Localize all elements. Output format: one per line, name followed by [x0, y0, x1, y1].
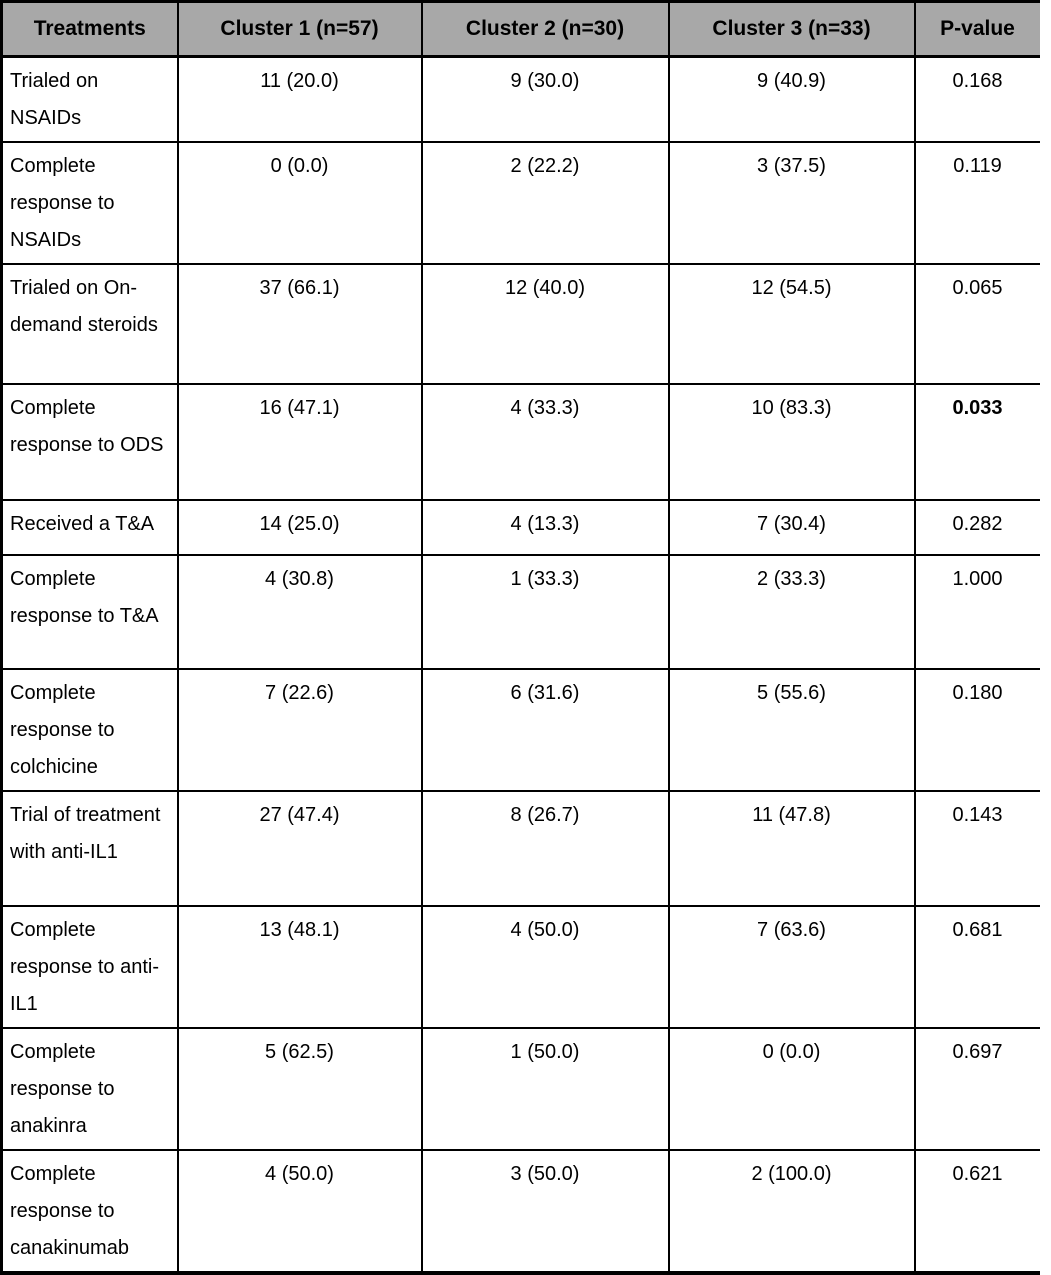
- table-row: [2, 57, 1040, 143]
- cluster2-value: 8 (26.7): [422, 791, 669, 906]
- col-header-cluster1: Cluster 1 (n=57): [178, 2, 422, 57]
- cluster1-value: 0 (0.0): [178, 142, 422, 264]
- treatment-label: Received a T&A: [2, 500, 178, 555]
- treatment-label: Complete response to anakinra: [2, 1028, 178, 1150]
- p-value: 0.033: [915, 384, 1040, 500]
- cluster1-value: 5 (62.5): [178, 1028, 422, 1150]
- table-row: [2, 669, 1040, 791]
- table-row: [2, 500, 1040, 555]
- cluster2-value: 3 (50.0): [422, 1150, 669, 1273]
- table-row: [2, 264, 1040, 384]
- col-header-cluster3: Cluster 3 (n=33): [669, 2, 915, 57]
- cluster3-value: 5 (55.6): [669, 669, 915, 791]
- cluster2-value: 6 (31.6): [422, 669, 669, 791]
- treatment-label: Trialed on On-demand steroids: [2, 264, 178, 384]
- cluster1-value: 11 (20.0): [178, 57, 422, 143]
- treatment-label: Complete response to ODS: [2, 384, 178, 500]
- table-row: [2, 555, 1040, 669]
- cluster1-value: 13 (48.1): [178, 906, 422, 1028]
- cluster1-value: 37 (66.1): [178, 264, 422, 384]
- cluster2-value: 9 (30.0): [422, 57, 669, 143]
- cluster3-value: 10 (83.3): [669, 384, 915, 500]
- p-value: 0.681: [915, 906, 1040, 1028]
- cluster3-value: 9 (40.9): [669, 57, 915, 143]
- table-row: [2, 384, 1040, 500]
- p-value: 1.000: [915, 555, 1040, 669]
- cluster3-value: 7 (63.6): [669, 906, 915, 1028]
- treatment-label: Complete response to colchicine: [2, 669, 178, 791]
- cluster1-value: 14 (25.0): [178, 500, 422, 555]
- cluster3-value: 11 (47.8): [669, 791, 915, 906]
- cluster1-value: 7 (22.6): [178, 669, 422, 791]
- p-value: 0.143: [915, 791, 1040, 906]
- cluster3-value: 7 (30.4): [669, 500, 915, 555]
- treatment-label: Complete response to anti-IL1: [2, 906, 178, 1028]
- p-value: 0.180: [915, 669, 1040, 791]
- p-value: 0.621: [915, 1150, 1040, 1273]
- cluster1-value: 27 (47.4): [178, 791, 422, 906]
- cluster3-value: 0 (0.0): [669, 1028, 915, 1150]
- header-row: [2, 2, 1040, 57]
- cluster2-value: 1 (33.3): [422, 555, 669, 669]
- cluster2-value: 1 (50.0): [422, 1028, 669, 1150]
- cluster2-value: 4 (13.3): [422, 500, 669, 555]
- cluster2-value: 12 (40.0): [422, 264, 669, 384]
- table-row: [2, 906, 1040, 1028]
- cluster1-value: 4 (50.0): [178, 1150, 422, 1273]
- cluster3-value: 2 (33.3): [669, 555, 915, 669]
- cluster2-value: 4 (33.3): [422, 384, 669, 500]
- table-row: [2, 1150, 1040, 1273]
- cluster3-value: 12 (54.5): [669, 264, 915, 384]
- cluster2-value: 4 (50.0): [422, 906, 669, 1028]
- p-value: 0.065: [915, 264, 1040, 384]
- table-row: [2, 142, 1040, 264]
- treatment-label: Complete response to canakinumab: [2, 1150, 178, 1273]
- treatment-label: Complete response to T&A: [2, 555, 178, 669]
- table-row: [2, 1028, 1040, 1150]
- p-value: 0.119: [915, 142, 1040, 264]
- cluster3-value: 3 (37.5): [669, 142, 915, 264]
- cluster1-value: 4 (30.8): [178, 555, 422, 669]
- treatment-label: Trial of treatment with anti-IL1: [2, 791, 178, 906]
- treatment-label: Trialed on NSAIDs: [2, 57, 178, 143]
- cluster3-value: 2 (100.0): [669, 1150, 915, 1273]
- cluster2-value: 2 (22.2): [422, 142, 669, 264]
- col-header-pvalue: P-value: [915, 2, 1040, 57]
- p-value: 0.168: [915, 57, 1040, 143]
- p-value: 0.282: [915, 500, 1040, 555]
- col-header-cluster2: Cluster 2 (n=30): [422, 2, 669, 57]
- cluster1-value: 16 (47.1): [178, 384, 422, 500]
- p-value: 0.697: [915, 1028, 1040, 1150]
- col-header-treatments: Treatments: [2, 2, 178, 57]
- treatment-label: Complete response to NSAIDs: [2, 142, 178, 264]
- table-row: [2, 791, 1040, 906]
